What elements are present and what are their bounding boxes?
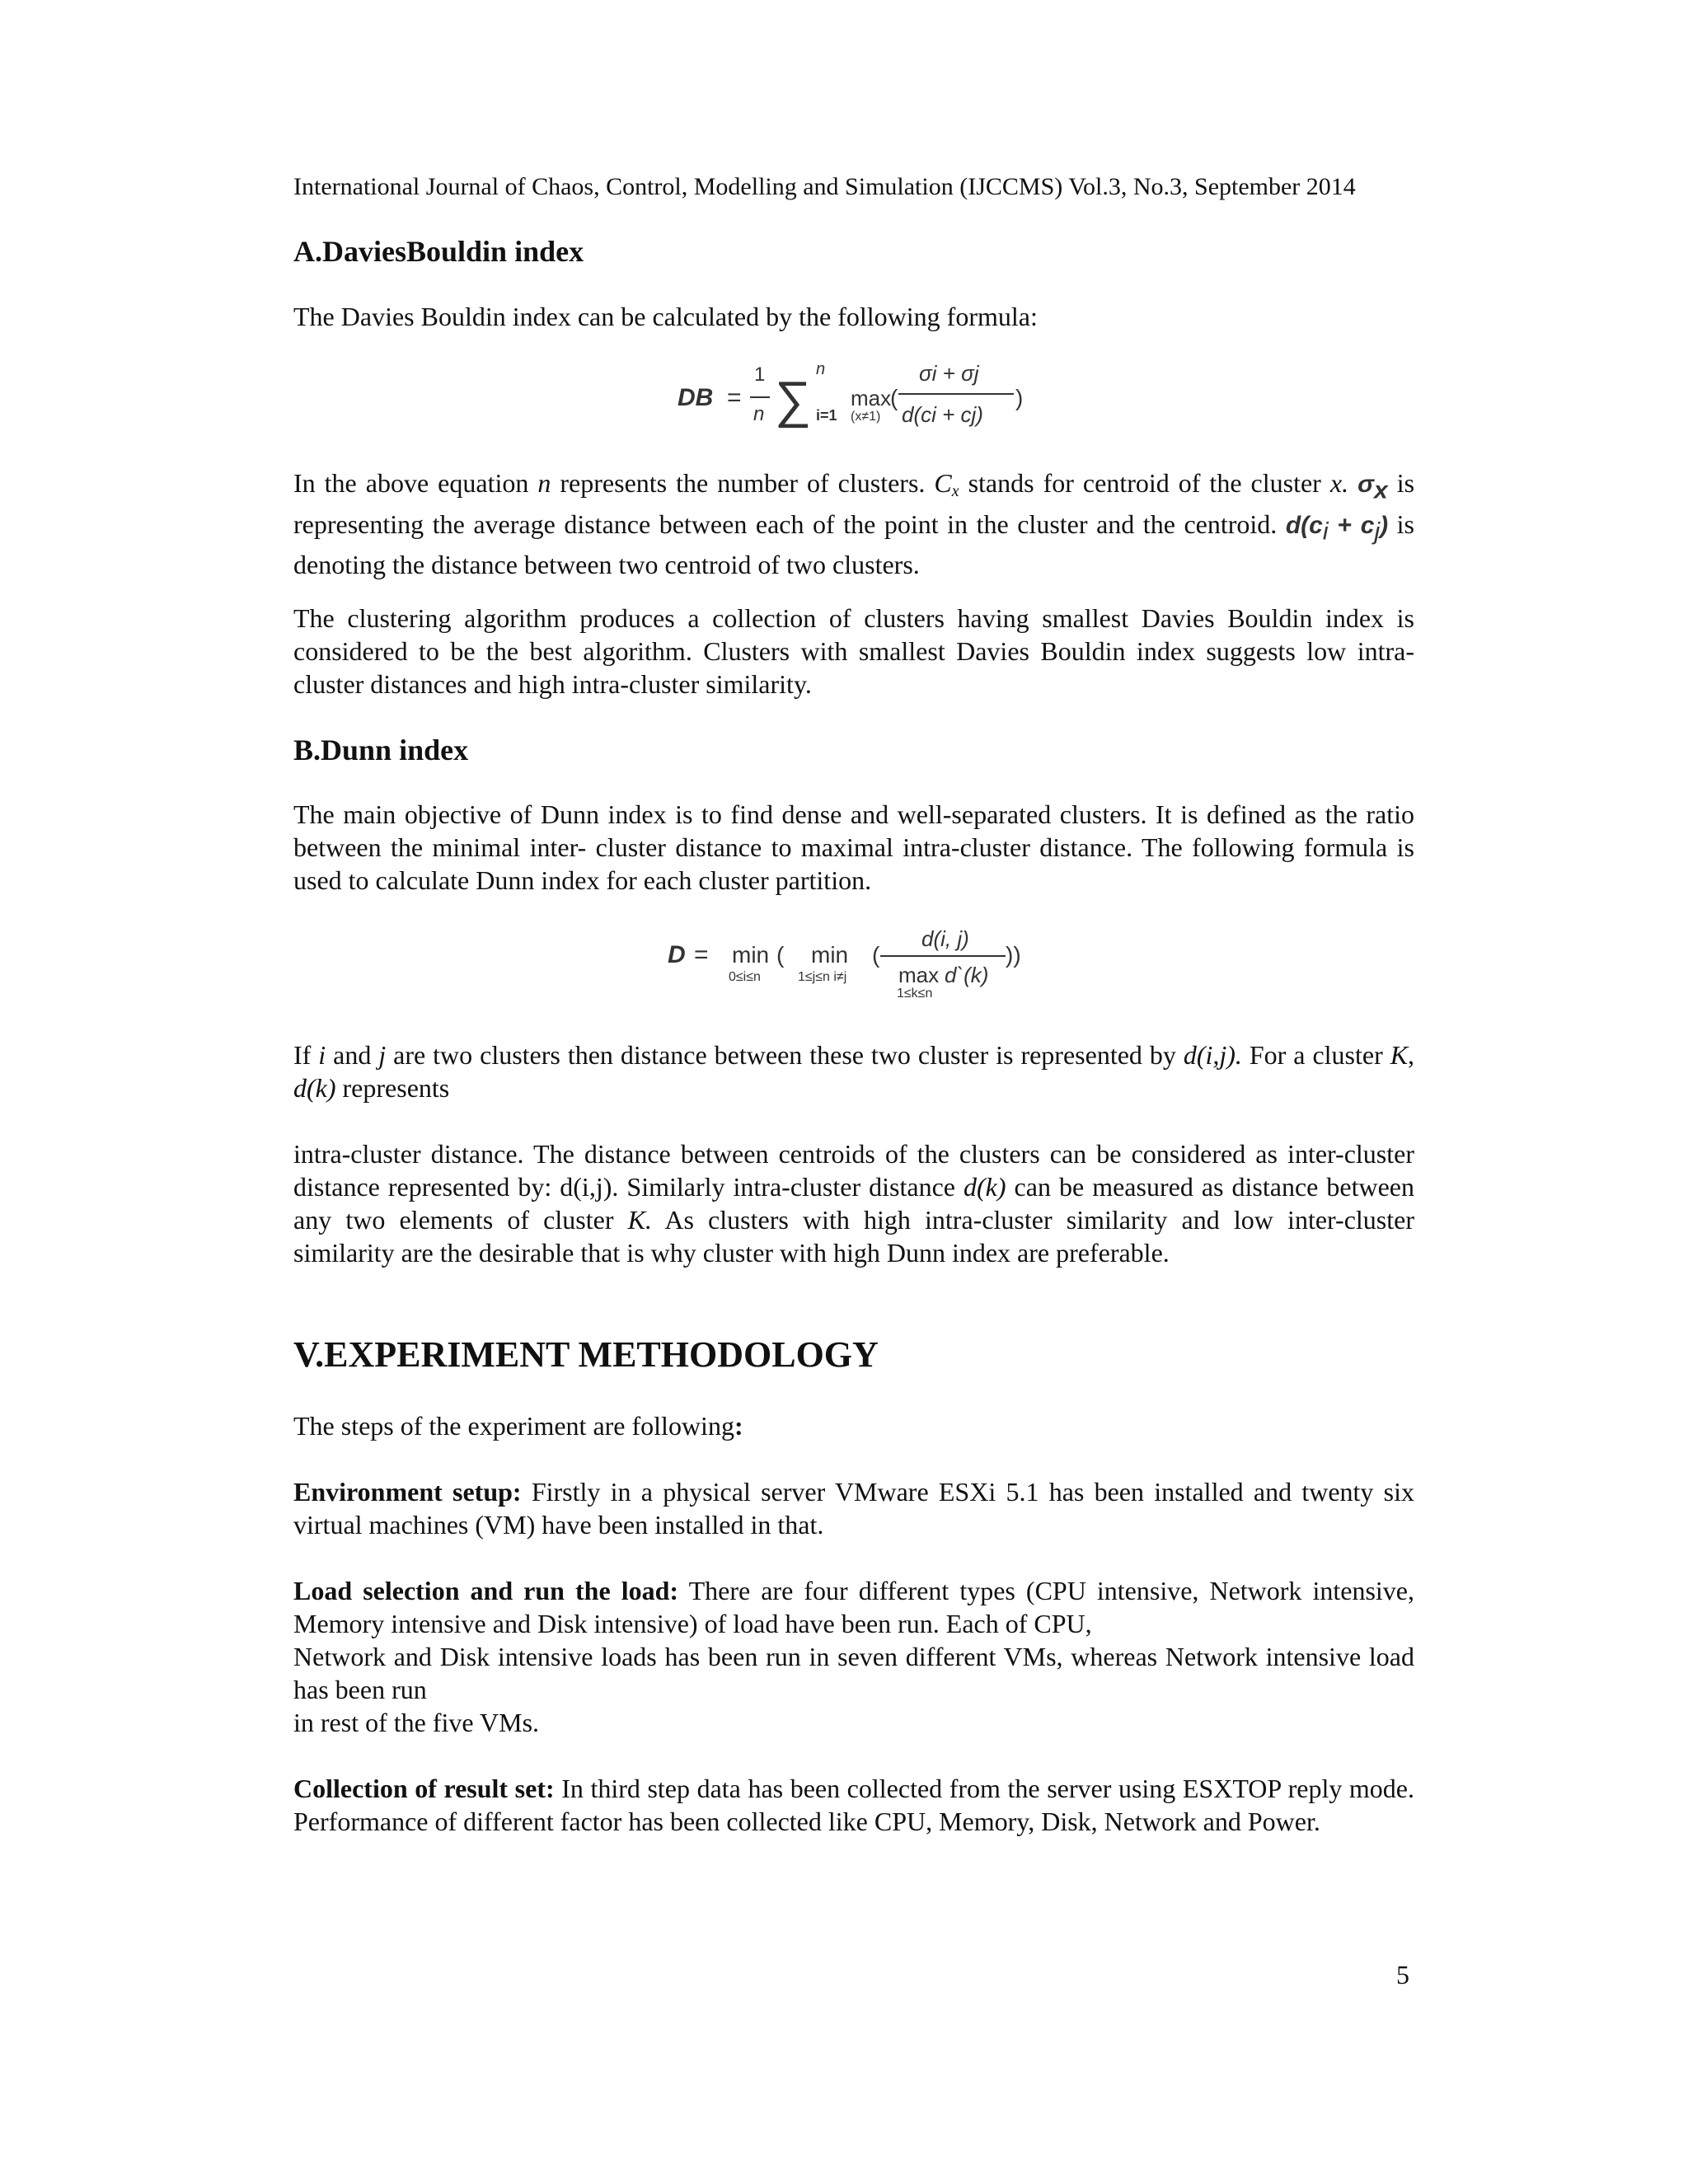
eq-db-numerator: σi + σj xyxy=(919,361,979,386)
svg-text:(: ( xyxy=(872,942,880,968)
var-dij: d(i,j). xyxy=(1183,1040,1242,1070)
eq-d-min-inner: min xyxy=(811,942,849,968)
eq-db-lhs: DB xyxy=(678,384,714,411)
text-run: If xyxy=(293,1040,319,1070)
svg-text:)): )) xyxy=(1006,942,1021,968)
var-x-subscript: x xyxy=(951,481,959,500)
section-b-paragraph-1: The main objective of Dunn index is to find dense and well-separated clusters. It is defined as the ratio between the minimal inter- cluster distance to maximal intra-cluster distance. The following formula is used to calculate Dunn index for each cluster partition. xyxy=(293,799,1414,895)
eq-db-sum-top: n xyxy=(816,360,826,378)
text-run: represents xyxy=(335,1073,450,1103)
section-a-intro: The Davies Bouldin index can be calculated by the following formula: xyxy=(293,302,1038,331)
environment-setup-paragraph xyxy=(293,1475,1414,1541)
eq-db-sum-bottom: i=1 xyxy=(816,407,837,424)
environment-setup-label: Environment setup: xyxy=(293,1477,522,1507)
text-run: stands for centroid of the cluster xyxy=(959,468,1330,498)
eq-d-min-outer-sub: 0≤i≤n xyxy=(729,970,761,984)
var-c: C xyxy=(934,468,952,498)
section-b-heading: B.Dunn index xyxy=(293,733,469,766)
eq-d-numerator: d(i, j) xyxy=(921,926,969,951)
distance-term-plus: + c xyxy=(1328,511,1375,539)
eq-d-lhs: D xyxy=(668,941,686,968)
page-number: 5 xyxy=(1396,1960,1409,1990)
text-run: There are four different types (CPU intensive, Network intensive, Memory intensive and Disk intensive) of load have been run. Each of CPU, xyxy=(293,1576,1415,1638)
distance-term-close: ) xyxy=(1380,511,1389,539)
var-dk: d(k) xyxy=(964,1172,1006,1202)
var-k: K. xyxy=(627,1205,652,1235)
svg-text:(: ( xyxy=(776,942,785,968)
text-run: Firstly in a physical server VMware ESXi 5.1 has been installed and twenty six virtual machines (VM) have been installed in that. xyxy=(293,1477,1415,1540)
collection-result-paragraph xyxy=(293,1772,1414,1838)
text-run: is denoting the distance between two centroid of two clusters. xyxy=(293,509,1415,580)
var-dk: d(k) xyxy=(293,1073,336,1103)
section-a-heading: A.DaviesBouldin index xyxy=(293,235,584,268)
var-i: i xyxy=(318,1040,326,1070)
text-run: and xyxy=(326,1040,379,1070)
section-b-paragraph-2 xyxy=(293,1038,1414,1104)
section-v-intro xyxy=(293,1409,1414,1442)
section-a-paragraph-1 xyxy=(293,466,1414,581)
text-run: In third step data has been collected from the server using ESXTOP reply mode. Performance of different factor has been collected like CPU, Memory, Disk, Network and Power. xyxy=(293,1774,1414,1836)
eq-d-denominator: d`(k) xyxy=(945,963,989,987)
intro-colon: : xyxy=(734,1411,743,1441)
davies-bouldin-equation xyxy=(668,354,1047,437)
subscript-i: i xyxy=(1322,518,1329,546)
eq-d-max: max xyxy=(898,963,940,987)
eq-db-max-sub: (x≠1) xyxy=(851,410,881,424)
eq-d-min-outer: min xyxy=(732,942,770,968)
eq-db-one: 1 xyxy=(754,363,766,386)
section-v-heading: V.EXPERIMENT METHODOLOGY xyxy=(293,1334,879,1375)
eq-db-max: max xyxy=(851,386,892,410)
text-run: are two clusters then distance between these two cluster is represented by xyxy=(386,1040,1184,1070)
section-a-paragraph-2: The clustering algorithm produces a collection of clusters having smallest Davies Bouldin index is considered to be the best algorithm. Clusters with smallest Davies Bouldin index suggests low intra-cluster distances and high intra-cluster similarity. xyxy=(293,603,1414,699)
load-selection-paragraph xyxy=(293,1574,1414,1640)
eq-d-equals: = xyxy=(694,941,709,968)
var-k: K xyxy=(1390,1040,1409,1070)
eq-db-sum: ∑ xyxy=(775,372,812,429)
svg-text:): ) xyxy=(1015,385,1024,410)
var-x: x. xyxy=(1329,468,1349,498)
svg-text:(: ( xyxy=(890,385,898,410)
collection-result-label: Collection of result set: xyxy=(293,1774,555,1803)
eq-d-max-sub: 1≤k≤n xyxy=(897,987,933,1001)
subscript-j: j xyxy=(1374,518,1381,546)
sigma-symbol: σ xyxy=(1357,471,1374,498)
dunn-index-equation xyxy=(659,921,1047,1012)
text-run: The steps of the experiment are following xyxy=(293,1411,734,1441)
text-run: As clusters with high intra-cluster similarity and low inter-cluster similarity are the desirable that is why cluster with high Dunn index are preferable. xyxy=(293,1205,1415,1268)
var-j: j xyxy=(378,1040,387,1070)
var-n: n xyxy=(537,468,551,498)
section-b-paragraph-3 xyxy=(293,1137,1414,1269)
running-header: International Journal of Chaos, Control, Modelling and Simulation (IJCCMS) Vol.3, No.3, September 2014 xyxy=(293,173,1356,200)
text-run: In the above equation xyxy=(293,468,538,498)
load-selection-continuation: Network and Disk intensive loads has been run in seven different VMs, whereas Network intensive load has been run xyxy=(293,1642,1414,1704)
text-run: For a cluster xyxy=(1241,1040,1390,1070)
eq-db-n: n xyxy=(753,403,765,425)
text-run: intra-cluster distance. The distance between centroids of the clusters can be considered as inter-cluster distance represented by: d(i,j). Similarly intra-cluster distance xyxy=(293,1139,1414,1202)
text-run: can be measured as distance between any two elements of cluster xyxy=(293,1172,1415,1235)
text-run: , xyxy=(1408,1040,1415,1070)
eq-d-min-inner-sub: 1≤j≤n i≠j xyxy=(798,970,847,984)
text-run: represents the number of clusters. xyxy=(551,468,935,498)
distance-term: d(c xyxy=(1285,511,1323,539)
sigma-subscript: x xyxy=(1374,476,1388,504)
load-selection-last-line: in rest of the five VMs. xyxy=(293,1708,540,1737)
eq-db-denominator: d(ci + cj) xyxy=(902,402,983,427)
eq-db-equals: = xyxy=(727,384,742,411)
load-selection-label: Load selection and run the load: xyxy=(293,1576,679,1605)
text-run: is representing the average distance between each of the point in the cluster and the centroid. xyxy=(293,468,1415,539)
